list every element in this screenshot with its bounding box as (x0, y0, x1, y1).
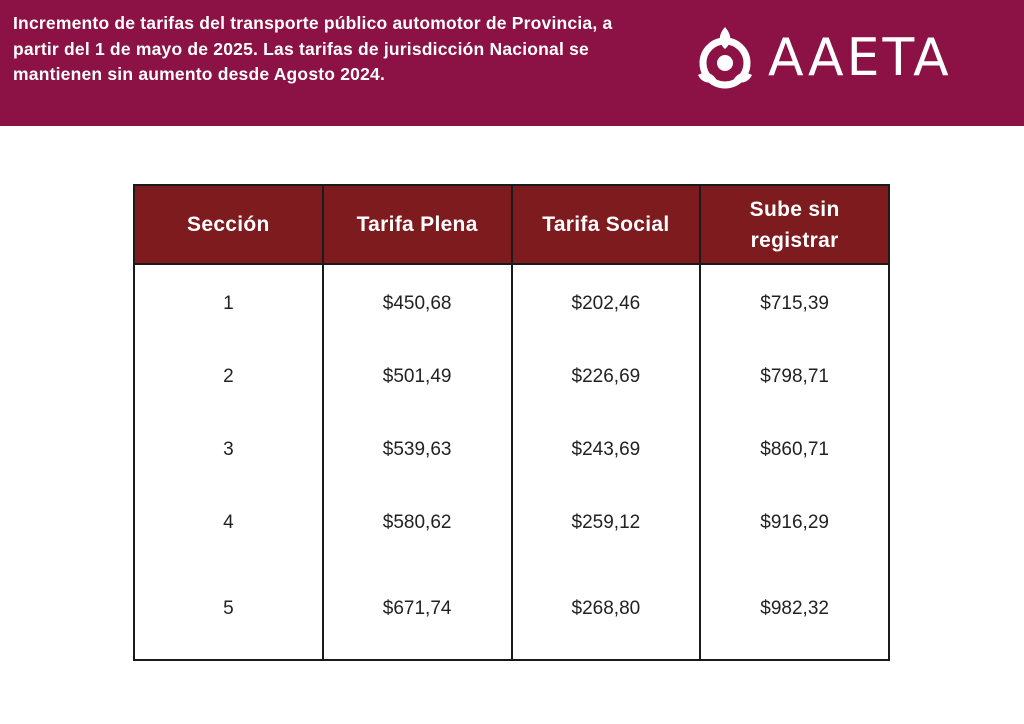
cell-seccion: 3 (134, 413, 323, 486)
cell-tarifa-social: $268,80 (512, 559, 701, 660)
cell-tarifa-social: $243,69 (512, 413, 701, 486)
column-header-seccion: Sección (134, 185, 323, 264)
cell-sube-sin-registrar: $916,29 (700, 486, 889, 559)
cell-seccion: 2 (134, 340, 323, 413)
cell-sube-sin-registrar: $982,32 (700, 559, 889, 660)
cell-seccion: 1 (134, 264, 323, 340)
table-row (134, 486, 889, 559)
table-row (134, 264, 889, 340)
cell-sube-sin-registrar: $715,39 (700, 264, 889, 340)
table-row (134, 559, 889, 660)
cell-tarifa-social: $202,46 (512, 264, 701, 340)
fares-table (133, 184, 890, 661)
cell-seccion: 5 (134, 559, 323, 660)
fares-table-container (133, 184, 890, 661)
cell-tarifa-plena: $450,68 (323, 264, 512, 340)
logo-text: AAETA (768, 28, 952, 88)
header-banner (0, 0, 1024, 126)
cell-tarifa-plena: $580,62 (323, 486, 512, 559)
cell-tarifa-social: $259,12 (512, 486, 701, 559)
column-header-tarifa-social: Tarifa Social (512, 185, 701, 264)
table-header-row (134, 185, 889, 264)
cell-sube-sin-registrar: $798,71 (700, 340, 889, 413)
table-row (134, 340, 889, 413)
bus-wheel-logo-icon (690, 23, 760, 93)
cell-tarifa-plena: $671,74 (323, 559, 512, 660)
headline: Incremento de tarifas del transporte público automotor de Provincia, a partir del 1 de mayo de 2025. Las tarifas de jurisdicción Nacional se mantienen sin aumento desde Agosto 2024. (13, 13, 613, 84)
column-header-tarifa-plena: Tarifa Plena (323, 185, 512, 264)
table-row (134, 413, 889, 486)
cell-sube-sin-registrar: $860,71 (700, 413, 889, 486)
cell-tarifa-social: $226,69 (512, 340, 701, 413)
column-header-sube-sin-registrar: Sube sin registrar (700, 185, 889, 264)
cell-seccion: 4 (134, 486, 323, 559)
cell-tarifa-plena: $501,49 (323, 340, 512, 413)
aaeta-logo (690, 22, 990, 94)
cell-tarifa-plena: $539,63 (323, 413, 512, 486)
